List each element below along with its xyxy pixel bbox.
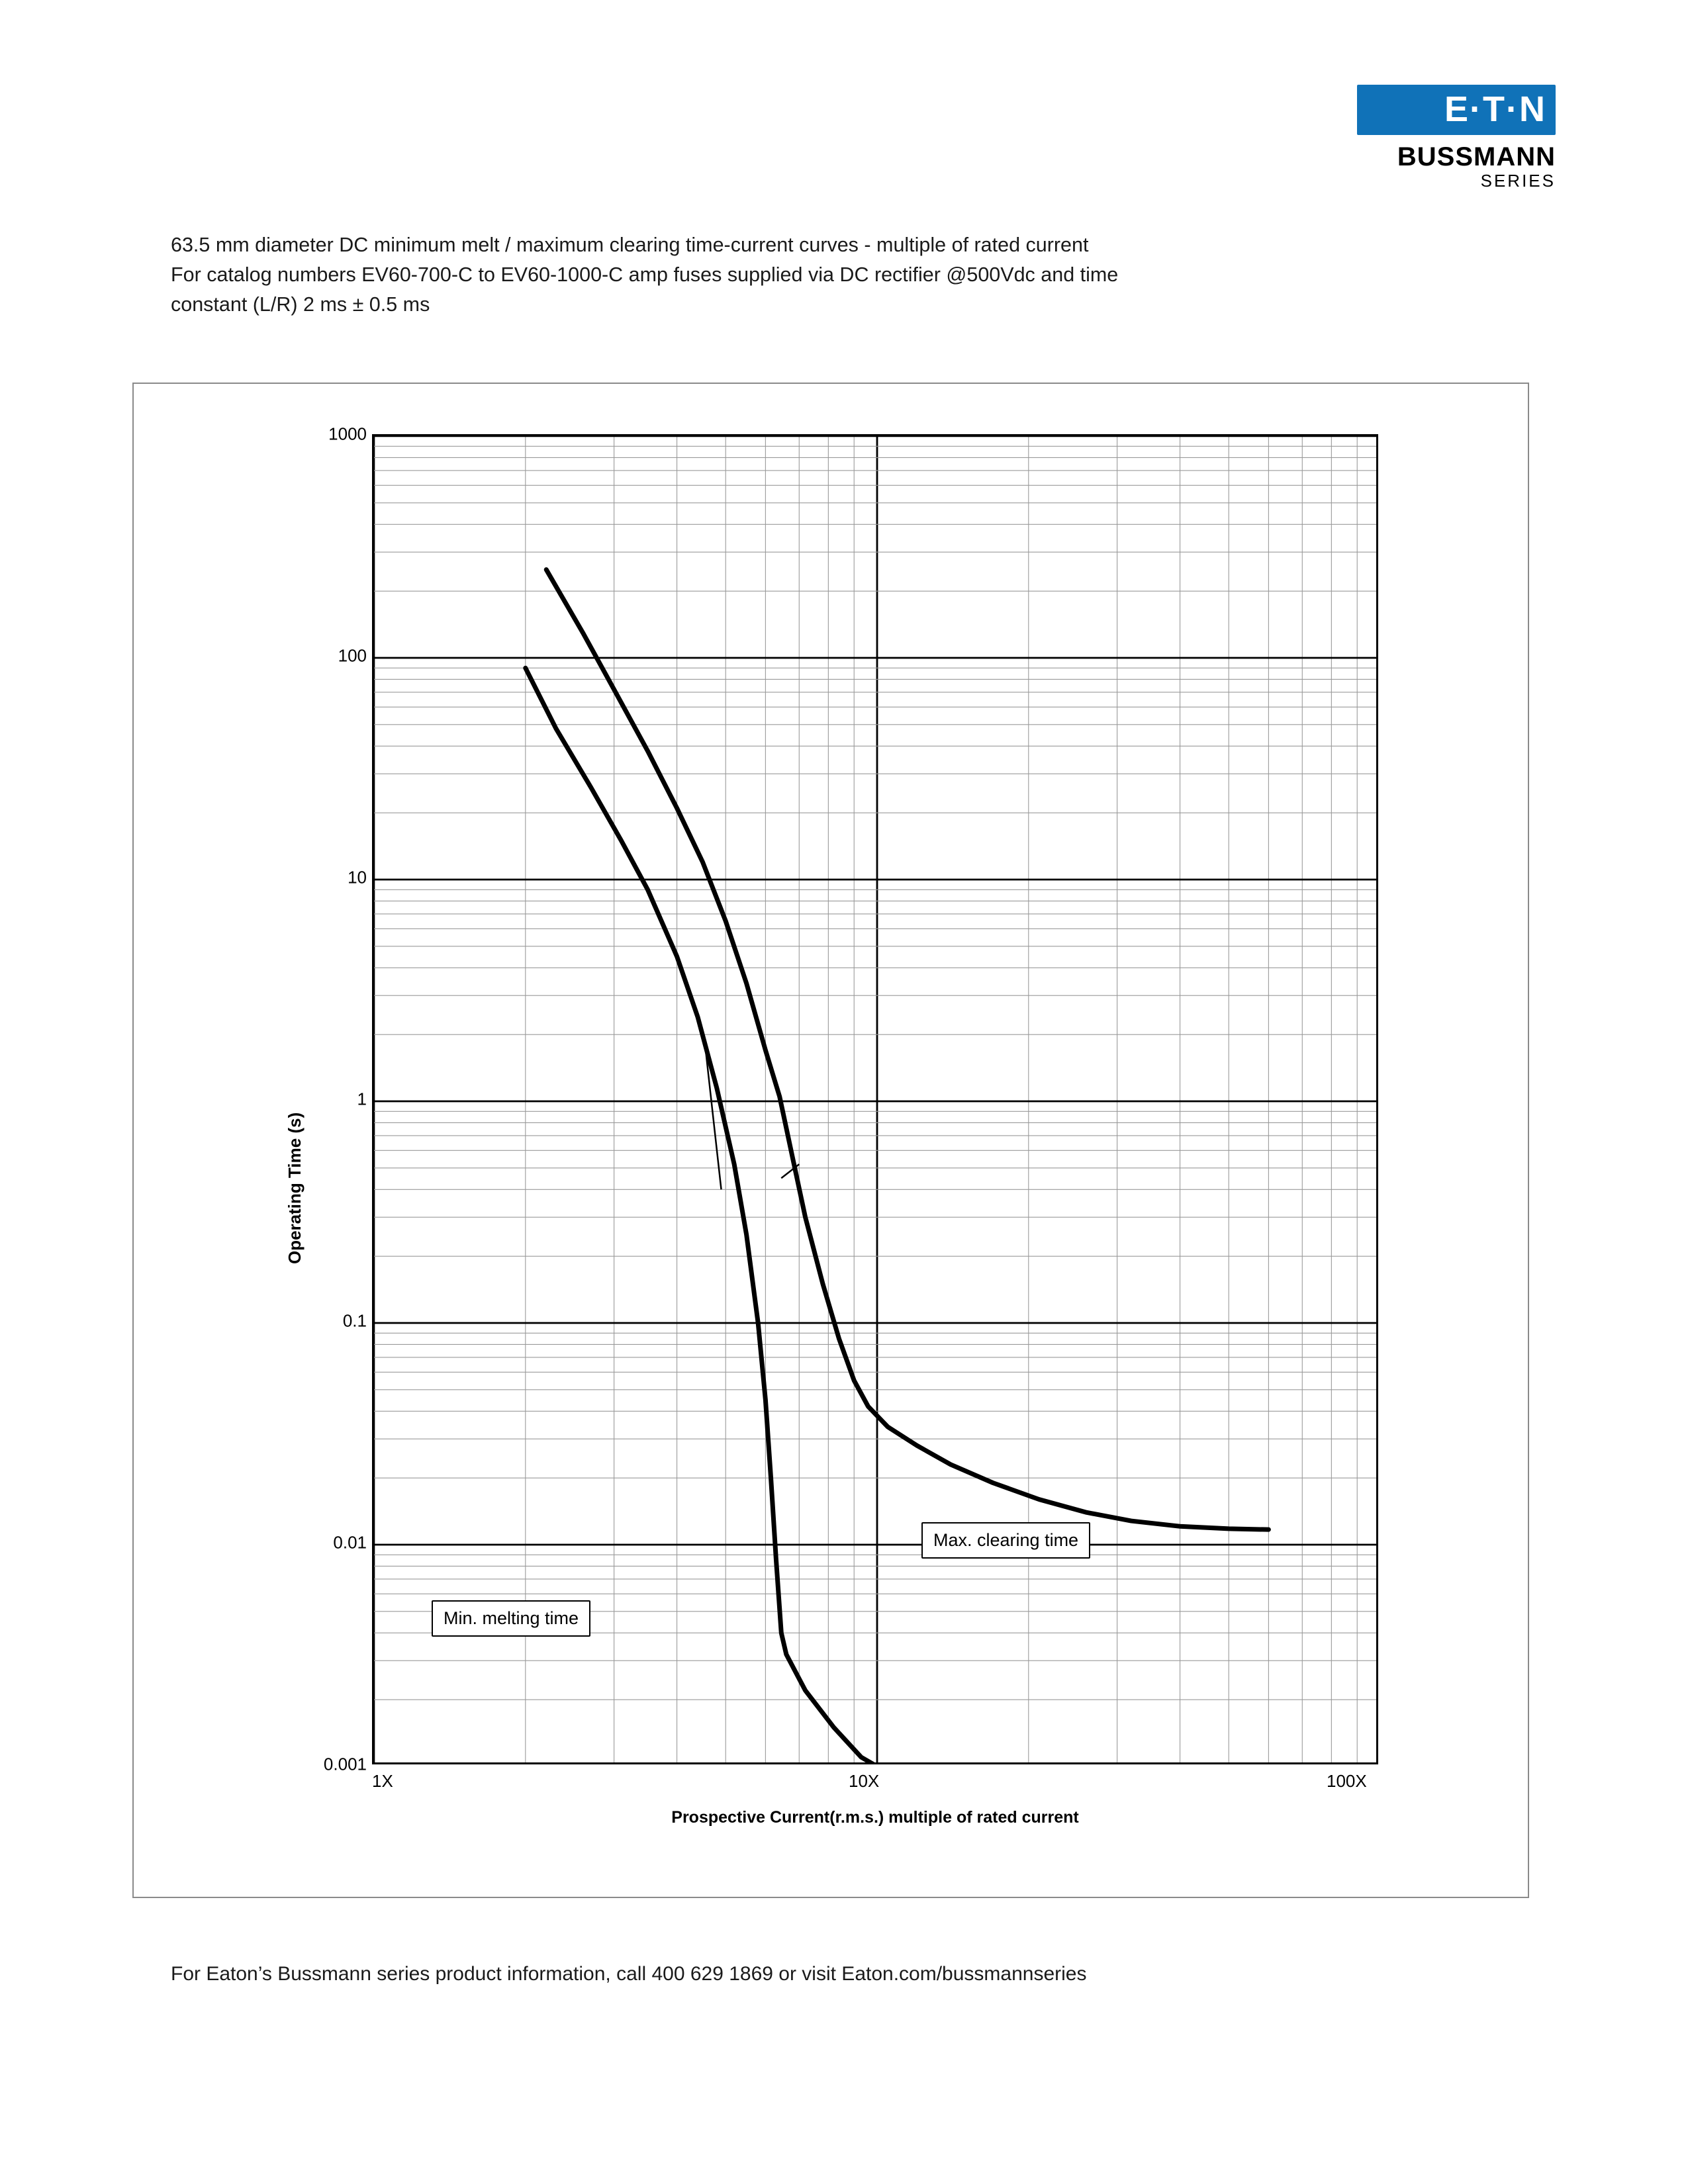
- x-tick-label: 1X: [372, 1771, 393, 1791]
- series-text: SERIES: [1480, 171, 1556, 191]
- y-tick-label: 1: [357, 1089, 367, 1109]
- callout-max-clearing-time: Max. clearing time: [921, 1522, 1090, 1559]
- footer-contact-text: For Eaton’s Bussmann series product information, call 400 629 1869 or visit Eaton.com/bussmannseries: [171, 1963, 1087, 1985]
- y-tick-label: 0.001: [323, 1754, 367, 1774]
- x-axis-label: Prospective Current(r.m.s.) multiple of rated current: [671, 1808, 1079, 1827]
- chart-svg: [374, 436, 1378, 1764]
- y-tick-label: 0.1: [342, 1310, 367, 1331]
- chart-container: [132, 383, 1529, 1898]
- y-axis-tick-labels: [266, 424, 367, 1774]
- eaton-wordmark: [1357, 85, 1556, 135]
- callout-min-melting-time: Min. melting time: [432, 1600, 590, 1637]
- bussmann-brand-text: BUSSMANN: [1397, 142, 1556, 171]
- plot-area: [372, 434, 1378, 1764]
- y-tick-label: 10: [348, 867, 367, 887]
- eaton-bussmann-logo: [1357, 85, 1556, 191]
- y-tick-label: 100: [338, 645, 367, 666]
- plot-canvas: [372, 434, 1378, 1764]
- y-axis-label: Operating Time (s): [285, 1112, 305, 1264]
- y-tick-label: 0.01: [333, 1532, 367, 1553]
- data-curves: [526, 570, 1269, 1764]
- grid-lines: [374, 436, 1378, 1764]
- curve-max-clearing: [546, 570, 1268, 1529]
- title-line-2: For catalog numbers EV60-700-C to EV60-1000-C amp fuses supplied via DC rectifier @500Vdc and time: [171, 263, 1119, 287]
- eaton-wordmark-text: E·T·N: [1444, 89, 1546, 129]
- title-line-3: constant (L/R) 2 ms ± 0.5 ms: [171, 293, 430, 316]
- title-line-1: 63.5 mm diameter DC minimum melt / maximum clearing time-current curves - multiple of rated current: [171, 234, 1089, 256]
- x-tick-label: 10X: [849, 1771, 880, 1791]
- x-tick-label: 100X: [1327, 1771, 1367, 1791]
- page-title: [171, 230, 1455, 320]
- y-tick-label: 1000: [328, 424, 367, 444]
